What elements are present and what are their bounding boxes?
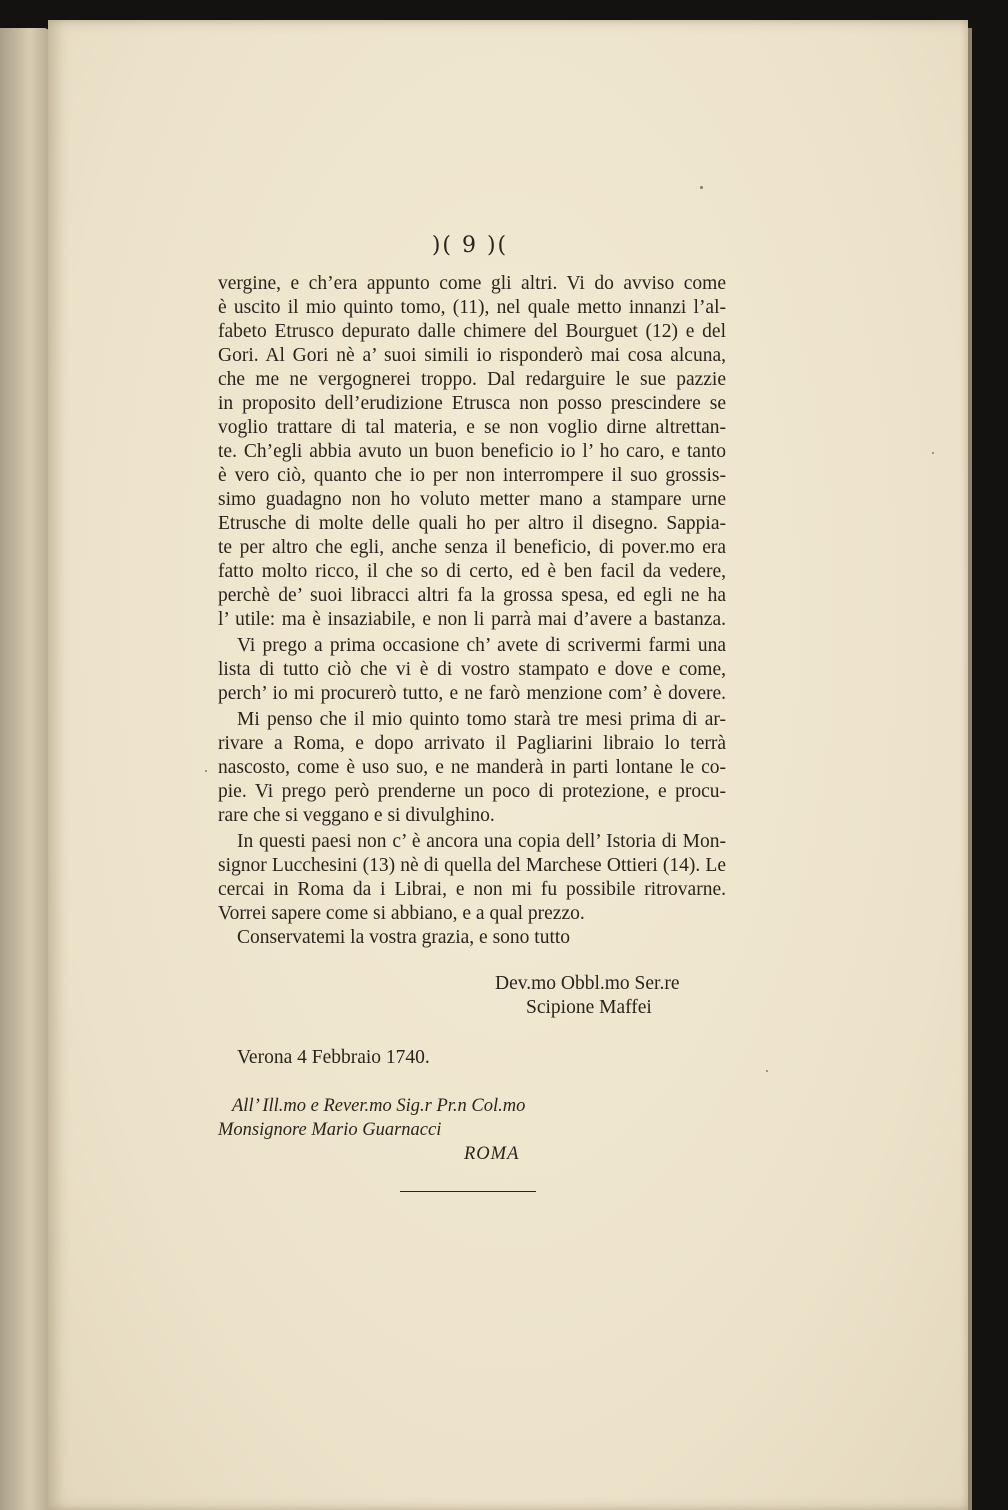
body-line: vergine, e ch’era appunto come gli altri. Vi do avviso come xyxy=(218,273,726,294)
body-line: rivare a Roma, e dopo arrivato il Pagliarini libraio lo terrà xyxy=(218,733,726,754)
dateline: Verona 4 Febbraio 1740. xyxy=(237,1047,430,1068)
closing-rule xyxy=(400,1191,536,1192)
closing-formula: Dev.mo Obbl.mo Ser.re xyxy=(495,973,680,994)
signature: Scipione Maffei xyxy=(526,997,652,1018)
body-line: Vorrei sapere come si abbiano, e a qual prezzo. xyxy=(218,903,585,924)
body-line: Vi prego a prima occasione ch’ avete di scrivermi farmi una xyxy=(237,635,726,656)
body-line: che me ne vergognerei troppo. Dal redarguire le sue pazzie xyxy=(218,369,726,390)
body-line: perch’ io mi procurerò tutto, e ne farò menzione com’ è dovere. xyxy=(218,683,726,704)
paper-speck xyxy=(700,186,703,189)
body-line: Gori. Al Gori nè a’ suoi simili io risponderò mai cosa alcuna, xyxy=(218,345,726,366)
body-line: fabeto Etrusco depurato dalle chimere del Bourguet (12) e del xyxy=(218,321,726,342)
body-line: Conservatemi la vostra grazia, e sono tutto xyxy=(237,927,571,948)
body-line: rare che si veggano e si divulghino. xyxy=(218,805,495,826)
body-line: Etrusche di molte delle quali ho per altro il disegno. Sappia- xyxy=(218,513,726,534)
paper-speck xyxy=(932,452,934,454)
address-line-2: Monsignore Mario Guarnacci xyxy=(218,1120,442,1140)
binding-strip xyxy=(968,28,972,1510)
page-number: )( 9 )( xyxy=(431,233,509,258)
body-line: te. Ch’egli abbia avuto un buon beneficio io l’ ho caro, e tanto xyxy=(218,441,726,462)
paper-speck xyxy=(766,1070,768,1072)
previous-page-edge xyxy=(0,28,50,1510)
body-line: cercai in Roma da i Librai, e non mi fu possibile ritrovarne. xyxy=(218,879,726,900)
body-line: signor Lucchesini (13) nè di quella del Marchese Ottieri (14). Le xyxy=(218,855,726,876)
body-line: simo guadagno non ho voluto metter mano a stampare urne xyxy=(218,489,726,510)
body-line: lista di tutto ciò che vi è di vostro stampato e dove e come, xyxy=(218,659,726,680)
body-line: in proposito dell’erudizione Etrusca non posso prescindere se xyxy=(218,393,726,414)
body-line: perchè de’ suoi libracci altri fa la grossa spesa, ed egli ne ha xyxy=(218,585,726,606)
body-line: Mi penso che il mio quinto tomo starà tre mesi prima di ar- xyxy=(237,709,726,730)
address-line-1: All’ Ill.mo e Rever.mo Sig.r Pr.n Col.mo xyxy=(232,1096,526,1116)
body-line: è vero ciò, quanto che io per non interrompere il suo grossis- xyxy=(218,465,726,486)
body-line: te per altro che egli, anche senza il beneficio, di pover.mo era xyxy=(218,537,726,558)
paper-speck xyxy=(205,770,207,772)
body-line: In questi paesi non c’ è ancora una copia dell’ Istoria di Mon- xyxy=(237,831,726,852)
body-line: voglio trattare di tal materia, e se non voglio dirne altrettan- xyxy=(218,417,726,438)
body-line: fatto molto ricco, il che so di certo, ed è ben facil da vedere, xyxy=(218,561,726,582)
body-line: nascosto, come è uso suo, e ne manderà in parti lontane le co- xyxy=(218,757,726,778)
body-line: è uscito il mio quinto tomo, (11), nel quale metto innanzi l’al- xyxy=(218,297,726,318)
body-line: pie. Vi prego però prenderne un poco di protezione, e procu- xyxy=(218,781,726,802)
body-line: l’ utile: ma è insaziabile, e non li parrà mai d’avere a bastanza. xyxy=(218,609,726,630)
address-city: ROMA xyxy=(464,1144,520,1164)
